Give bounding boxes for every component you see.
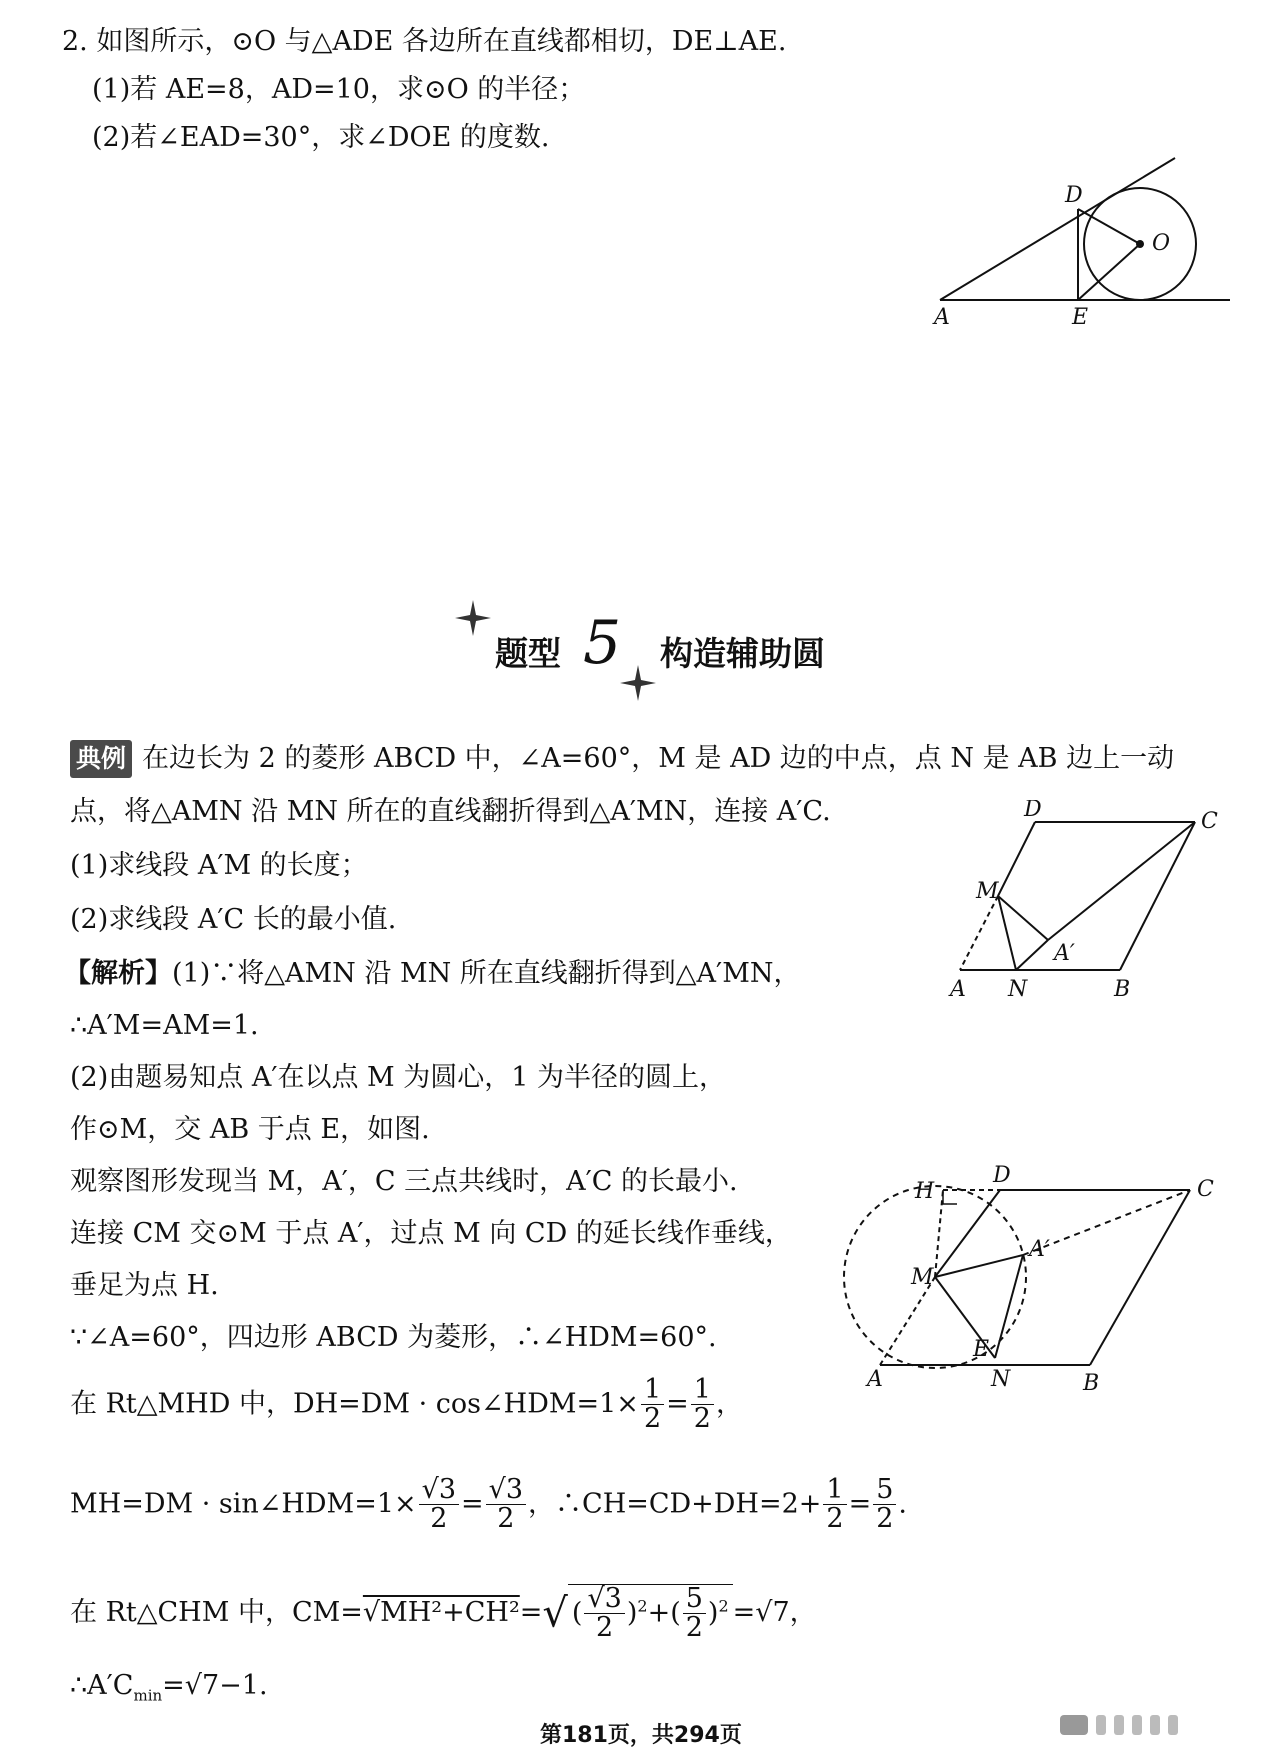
solution-step1: 【解析】(1)∵将△AMN 沿 MN 所在直线翻折得到△A′MN， (64, 958, 801, 989)
solution-step11: 在 Rt△CHM 中，CM=√MH²+CH²=√ ( $\frac{√3}{2}$ )$^2$+( $\frac{5}{2}$ )$^2$ =√7， (70, 1583, 817, 1644)
fig2-label-A: A (867, 1367, 883, 1392)
problem2-stem: 2. 如图所示，⊙O 与△ADE 各边所在直线都相切，DE⊥AE. (62, 26, 787, 57)
page-scroll-handle[interactable] (1060, 1712, 1260, 1738)
fig1-label-A1: A′ (1054, 941, 1075, 966)
example-badge: 典例 (70, 740, 132, 778)
solution-step10: MH=DM · sin∠HDM=1× $\frac{√3}{2}$ = $\frac{√3}{2}$ ，∴CH=CD+DH=2+ $\frac{1}{2}$ = $\frac{5}{2}$ . (70, 1474, 907, 1535)
fig1-label-A: A (950, 977, 966, 1002)
solution-step8: ∵∠A=60°，四边形 ABCD 为菱形，∴∠HDM=60°. (70, 1322, 717, 1353)
section-number: 5 (583, 608, 622, 678)
fig2-label-A1: A′ (1029, 1237, 1050, 1262)
solution-step3: (2)由题易知点 A′在以点 M 为圆心，1 为半径的圆上， (70, 1062, 727, 1093)
solution-figure-circle (835, 1160, 1220, 1400)
fig2-label-D: D (993, 1163, 1011, 1188)
section-title: 构造辅助圆 (660, 634, 825, 673)
example-q2: (2)求线段 A′C 长的最小值. (70, 904, 397, 935)
fig2-label-N: N (991, 1367, 1011, 1392)
page-footer: 第181页，共294页 (540, 1723, 742, 1748)
fig2-label-E: E (973, 1337, 990, 1362)
sparkle-icon (620, 665, 656, 701)
section-prefix: 题型 (495, 634, 561, 673)
example-figure-rhombus (920, 800, 1240, 1010)
example-line1: 典例 在边长为 2 的菱形 ABCD 中，∠A=60°，M 是 AD 边的中点，点 N 是 AB 边上一动 (70, 740, 1174, 778)
fig1-label-B: B (1114, 977, 1131, 1002)
problem2-figure (900, 150, 1240, 340)
fig-label-E: E (1072, 305, 1089, 330)
solution-step7: 垂足为点 H. (70, 1270, 219, 1301)
fig2-label-C: C (1197, 1177, 1214, 1202)
solution-step2: ∴A′M=AM=1. (70, 1010, 259, 1041)
fig2-label-B: B (1083, 1371, 1100, 1396)
problem2-q1: (1)若 AE=8，AD=10，求⊙O 的半径； (92, 74, 586, 105)
solution-step9: 在 Rt△MHD 中，DH=DM · cos∠HDM=1× $\frac{1}{2}$ = $\frac{1}{2}$ ， (70, 1374, 743, 1435)
fig2-label-H: H (915, 1179, 935, 1204)
sparkle-icon (455, 600, 491, 636)
fig-label-O: O (1152, 231, 1171, 256)
fig-label-D: D (1065, 183, 1083, 208)
example-line2: 点，将△AMN 沿 MN 所在的直线翻折得到△A′MN，连接 A′C. (70, 796, 831, 827)
fig1-label-M: M (976, 879, 999, 904)
fig1-label-D: D (1024, 800, 1042, 822)
solution-step12: $\therefore A'C_{min}=√7-1$. (70, 1670, 268, 1705)
solution-step6: 连接 CM 交⊙M 于点 A′，过点 M 向 CD 的延长线作垂线， (70, 1218, 792, 1249)
example-q1: (1)求线段 A′M 的长度； (70, 850, 368, 881)
fig1-label-N: N (1008, 977, 1028, 1002)
fig2-label-M: M (911, 1265, 934, 1290)
solution-label: 【解析】 (64, 958, 172, 989)
fig1-label-C: C (1201, 809, 1218, 834)
fig-label-A: A (934, 305, 950, 330)
solution-step4: 作⊙M，交 AB 于点 E，如图. (70, 1114, 430, 1145)
problem2-q2: (2)若∠EAD=30°，求∠DOE 的度数. (92, 122, 550, 153)
solution-step5: 观察图形发现当 M，A′，C 三点共线时，A′C 的长最小. (70, 1166, 738, 1197)
